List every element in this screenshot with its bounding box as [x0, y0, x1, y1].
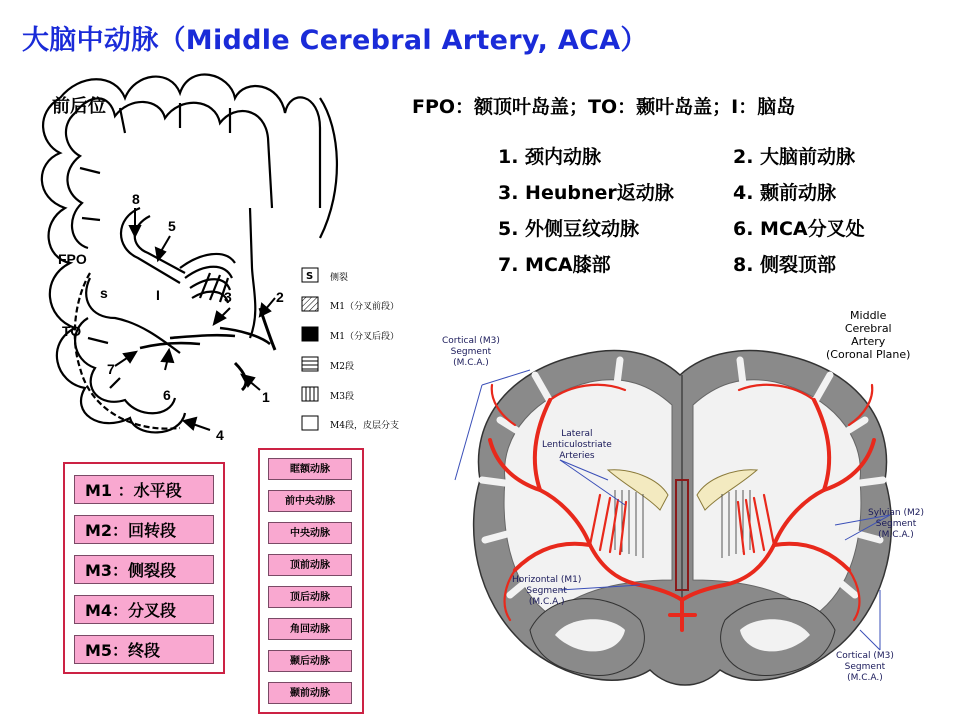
- sylvian-m2-text: Sylvian (M2) Segment (M.C.A.): [868, 508, 924, 540]
- label-6: 6: [163, 387, 171, 403]
- branch-item: 颞前动脉: [268, 682, 352, 704]
- label-4: 4: [216, 427, 224, 443]
- legend-label-m1-post: M1（分叉后段）: [330, 332, 399, 342]
- legend-item: 3. Heubner返动脉: [498, 182, 674, 204]
- lenticulostriate-label: [542, 429, 612, 462]
- to-label: TO: [62, 323, 82, 339]
- abbreviation-line: FPO：额顶叶岛盖；TO：颞叶岛盖；I：脑岛: [412, 96, 796, 118]
- legend-item: 6. MCA分叉处: [733, 218, 865, 240]
- segment-item: M4：分叉段: [74, 595, 214, 624]
- label-8: 8: [132, 191, 140, 207]
- s-label: s: [100, 285, 108, 301]
- legend-label-m3: M3段: [330, 392, 354, 402]
- label-1: 1: [262, 389, 270, 405]
- legend-item: 4. 颞前动脉: [733, 182, 837, 204]
- legend-label-m2: M2段: [330, 362, 354, 372]
- branch-item: 眶额动脉: [268, 458, 352, 480]
- label-3: 3: [224, 289, 232, 305]
- branch-item: 顶前动脉: [268, 554, 352, 576]
- branch-item: 前中央动脉: [268, 490, 352, 512]
- legend-row: [498, 142, 865, 178]
- legend-solid-box: [302, 327, 318, 341]
- legend-row: [498, 178, 865, 214]
- segment-item: M5：终段: [74, 635, 214, 664]
- legend-hatch-box: [302, 297, 318, 311]
- horizontal-m1-label: [512, 575, 581, 608]
- legend-item: 1. 颈内动脉: [498, 146, 602, 168]
- branch-item: 颞后动脉: [268, 650, 352, 672]
- cortical-m3-top-text: Cortical (M3) Segment (M.C.A.): [442, 336, 500, 368]
- branch-item: 顶后动脉: [268, 586, 352, 608]
- label-7: 7: [107, 361, 115, 377]
- coronal-title-text: Middle Cerebral Artery (Coronal Plane): [826, 309, 911, 361]
- legend-label-m4: M4段，皮层分支: [330, 421, 399, 431]
- lenticulostriate-text: Lateral Lenticulostriate Arteries: [542, 429, 612, 461]
- cortical-m3-bottom-text: Cortical (M3) Segment (M.C.A.): [836, 651, 894, 683]
- sylvian-m2-label: [868, 508, 924, 541]
- legend-vertical-box: [302, 387, 318, 401]
- horizontal-m1-text: Horizontal (M1) Segment (M.C.A.): [512, 575, 582, 607]
- legend-item: 2. 大脑前动脉: [733, 146, 856, 168]
- fpo-label: FPO: [58, 251, 87, 267]
- label-5: 5: [168, 218, 176, 234]
- segment-item: M1 ：水平段: [74, 475, 214, 504]
- slide-title: 大脑中动脉（Middle Cerebral Artery, ACA）: [22, 25, 648, 56]
- view-label: 前后位: [52, 96, 106, 117]
- anteroposterior-diagram: [20, 68, 420, 458]
- legend-item: 8. 侧裂顶部: [733, 254, 837, 276]
- legend-label-m1-pre: M1（分叉前段）: [330, 302, 399, 312]
- legend-empty-box: [302, 416, 318, 430]
- segment-item: M2：回转段: [74, 515, 214, 544]
- legend-s-glyph: S: [306, 271, 314, 282]
- legend-item: 5. 外侧豆纹动脉: [498, 218, 640, 240]
- branch-list: [258, 448, 364, 714]
- legend-row: [498, 250, 865, 286]
- legend-item: 7. MCA膝部: [498, 254, 611, 276]
- legend-horizontal-box: [302, 357, 318, 371]
- numbered-legend: [498, 142, 865, 286]
- legend-row: [498, 214, 865, 250]
- segment-list: [63, 462, 225, 674]
- cortical-m3-bottom-label: [836, 651, 894, 684]
- segment-item: M3：侧裂段: [74, 555, 214, 584]
- i-label: I: [156, 287, 160, 303]
- legend-label-sulcus: 侧裂: [330, 273, 349, 283]
- branch-item: 角回动脉: [268, 618, 352, 640]
- cortical-m3-top-label: [442, 336, 500, 369]
- label-2: 2: [276, 289, 284, 305]
- branch-item: 中央动脉: [268, 522, 352, 544]
